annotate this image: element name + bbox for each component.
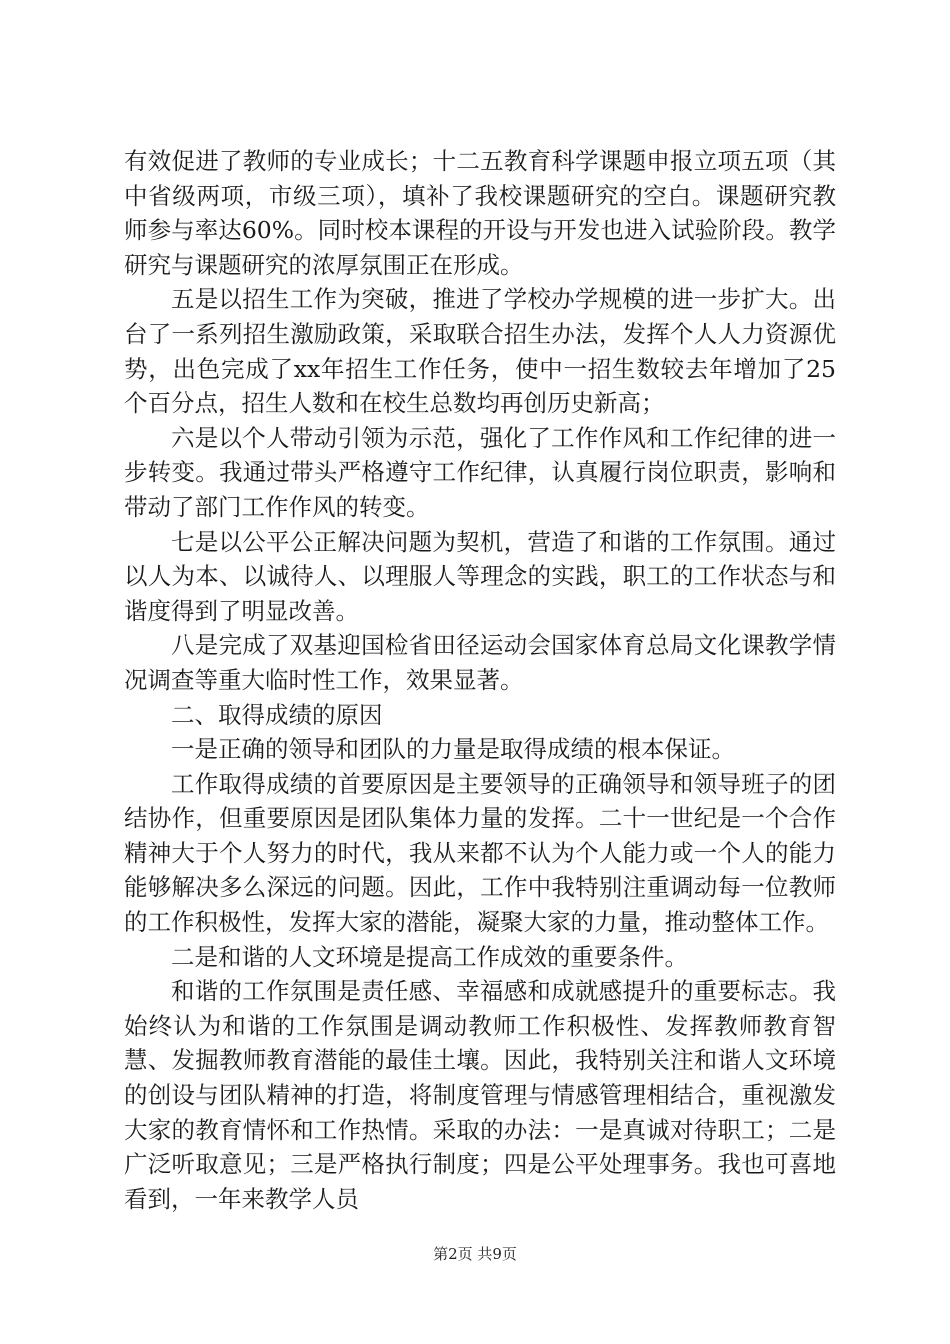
document-body <box>124 144 836 1216</box>
paragraph-9: 二是和谐的人文环境是提高工作成效的重要条件。 <box>171 942 688 971</box>
page-number-footer: 第2页 共9页 <box>433 1245 517 1263</box>
paragraph-7: 一是正确的领导和团队的力量是取得成绩的根本保证。 <box>171 735 735 764</box>
paragraph-8: 工作取得成绩的首要原因是主要领导的正确领导和领导班子的团结协作，但重要原因是团队集体力量的发挥。二十一世纪是一个合作精神大于个人努力的时代，我从来都不认为个人能力或一个人的能力能够解决多么深远的问题。因此，工作中我特别注重调动每一位教师的工作积极性，发挥大家的潜能，凝聚大家的力量，推动整体工作。 <box>124 769 836 937</box>
paragraph-3: 六是以个人带动引领为示范，强化了工作作风和工作纪律的进一步转变。我通过带头严格遵守工作纪律，认真履行岗位职责，影响和带动了部门工作作风的转变。 <box>124 423 836 521</box>
paragraph-4: 七是以公平公正解决问题为契机，营造了和谐的工作氛围。通过以人为本、以诚待人、以理服人等理念的实践，职工的工作状态与和谐度得到了明显改善。 <box>124 527 836 625</box>
paragraph-1: 有效促进了教师的专业成长；十二五教育科学课题申报立项五项（其中省级两项，市级三项），填补了我校课题研究的空白。课题研究教师参与率达60%。同时校本课程的开设与开发也进入试验阶段。教学研究与课题研究的浓厚氛围正在形成。 <box>124 147 836 279</box>
section-heading: 二、取得成绩的原因 <box>171 700 383 729</box>
paragraph-10: 和谐的工作氛围是责任感、幸福感和成就感提升的重要标志。我始终认为和谐的工作氛围是调动教师工作积极性、发挥教师教育智慧、发掘教师教育潜能的最佳土壤。因此，我特别关注和谐人文环境的创设与团队精神的打造，将制度管理与情感管理相结合，重视激发大家的教育情怀和工作热情。采取的办法：一是真诚对待职工；二是广泛听取意见；三是严格执行制度；四是公平处理事务。我也可喜地看到，一年来教学人员 <box>124 977 836 1213</box>
paragraph-2: 五是以招生工作为突破，推进了学校办学规模的进一步扩大。出台了一系列招生激励政策，采取联合招生办法，发挥个人人力资源优势，出色完成了xx年招生工作任务，使中一招生数较去年增加了25个百分点，招生人数和在校生总数均再创历史新高； <box>124 285 836 418</box>
paragraph-5: 八是完成了双基迎国检省田径运动会国家体育总局文化课教学情况调查等重大临时性工作，效果显著。 <box>124 631 836 694</box>
